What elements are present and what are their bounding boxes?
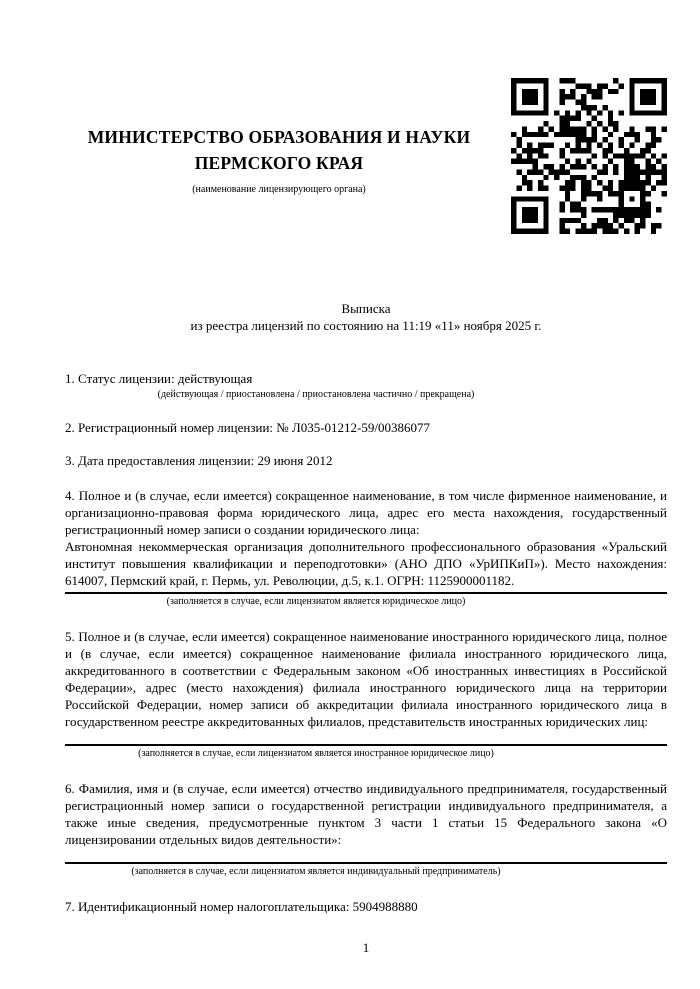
fill-line [65, 592, 667, 594]
document-title: Выписка [341, 301, 391, 316]
field-legal-entity [65, 487, 667, 608]
field-foreign-entity [65, 628, 667, 760]
fill-line [65, 744, 667, 746]
document-subtitle: из реестра лицензий по состоянию на 11:19 «11» ноября 2025 г. [190, 318, 542, 333]
field-taxpayer-id-text: 7. Идентификационный номер налогоплательщика: 5904988880 [65, 899, 418, 914]
field-legal-entity-value: Автономная некоммерческая организация дополнительного профессионального образования «Уральский институт повышения квалификации и переподготовки» (АНО ДПО «УрИПКиП»). Место нахождения: 614007, Пермский край, г. Пермь, ул. Революции, д.5, к.1. ОГРН: 1125900001182. [65, 539, 667, 588]
field-registration-number-text: 2. Регистрационный номер лицензии: № Л035-01212-59/00386077 [65, 420, 431, 435]
field-license-status-note: (действующая / приостановлена / приостановлена частично / прекращена) [157, 389, 475, 400]
field-individual-entrepreneur-question: 6. Фамилия, имя и (в случае, если имеется) отчество индивидуального предпринимателя, государственный регистрационный номер записи о государственной регистрации индивидуального предпринимателя, а также иные сведения, предусмотренные пунктом 3 части 1 статьи 15 Федерального закона «О лицензировании отдельных видов деятельности»: [65, 781, 667, 847]
field-individual-entrepreneur-note: (заполняется в случае, если лицензиатом является индивидуальный предприниматель) [131, 866, 501, 877]
document-header [65, 78, 667, 236]
field-taxpayer-id [65, 898, 667, 915]
field-license-date-text: 3. Дата предоставления лицензии: 29 июня 2012 [65, 453, 333, 468]
field-license-date [65, 452, 667, 469]
field-registration-number [65, 419, 667, 436]
document-title-block [65, 300, 667, 334]
page-number: 1 [362, 940, 370, 955]
qr-code-icon [511, 78, 667, 234]
field-legal-entity-note: (заполняется в случае, если лицензиатом является юридическое лицо) [166, 596, 466, 607]
ministry-name-line1: МИНИСТЕРСТВО ОБРАЗОВАНИЯ И НАУКИ [87, 127, 471, 147]
fill-line [65, 862, 667, 864]
field-foreign-entity-question: 5. Полное и (в случае, если имеется) сокращенное наименование иностранного юридического лица, полное и (в случае, если имеется) сокращенное наименование филиала иностранного юридического лица, аккредитованного в соответствии с Федеральным законом «Об иностранных инвестициях в Российской Федерации», адрес (место нахождения) филиала иностранного юридического лица на территории Российской Федерации, номер записи об аккредитации филиала иностранного юридического лица в государственном реестре аккредитованных филиалов, представительств иностранных юридических лиц: [65, 629, 667, 729]
ministry-name-line2: ПЕРМСКОГО КРАЯ [194, 153, 364, 173]
field-foreign-entity-note: (заполняется в случае, если лицензиатом является иностранное юридическое лицо) [138, 748, 494, 759]
field-license-status [65, 370, 667, 401]
empty-fill-area [65, 730, 667, 744]
field-legal-entity-question: 4. Полное и (в случае, если имеется) сокращенное наименование, в том числе фирменное наименование, и организационно-правовая форма юридического лица, адрес его места нахождения, государственный регистрационный номер записи о создании юридического лица: [65, 488, 667, 537]
field-individual-entrepreneur [65, 780, 667, 878]
ministry-caption: (наименование лицензирующего органа) [192, 184, 366, 195]
empty-fill-area [65, 848, 667, 862]
field-license-status-text: 1. Статус лицензии: действующая [65, 371, 253, 386]
licensing-authority [65, 78, 493, 196]
